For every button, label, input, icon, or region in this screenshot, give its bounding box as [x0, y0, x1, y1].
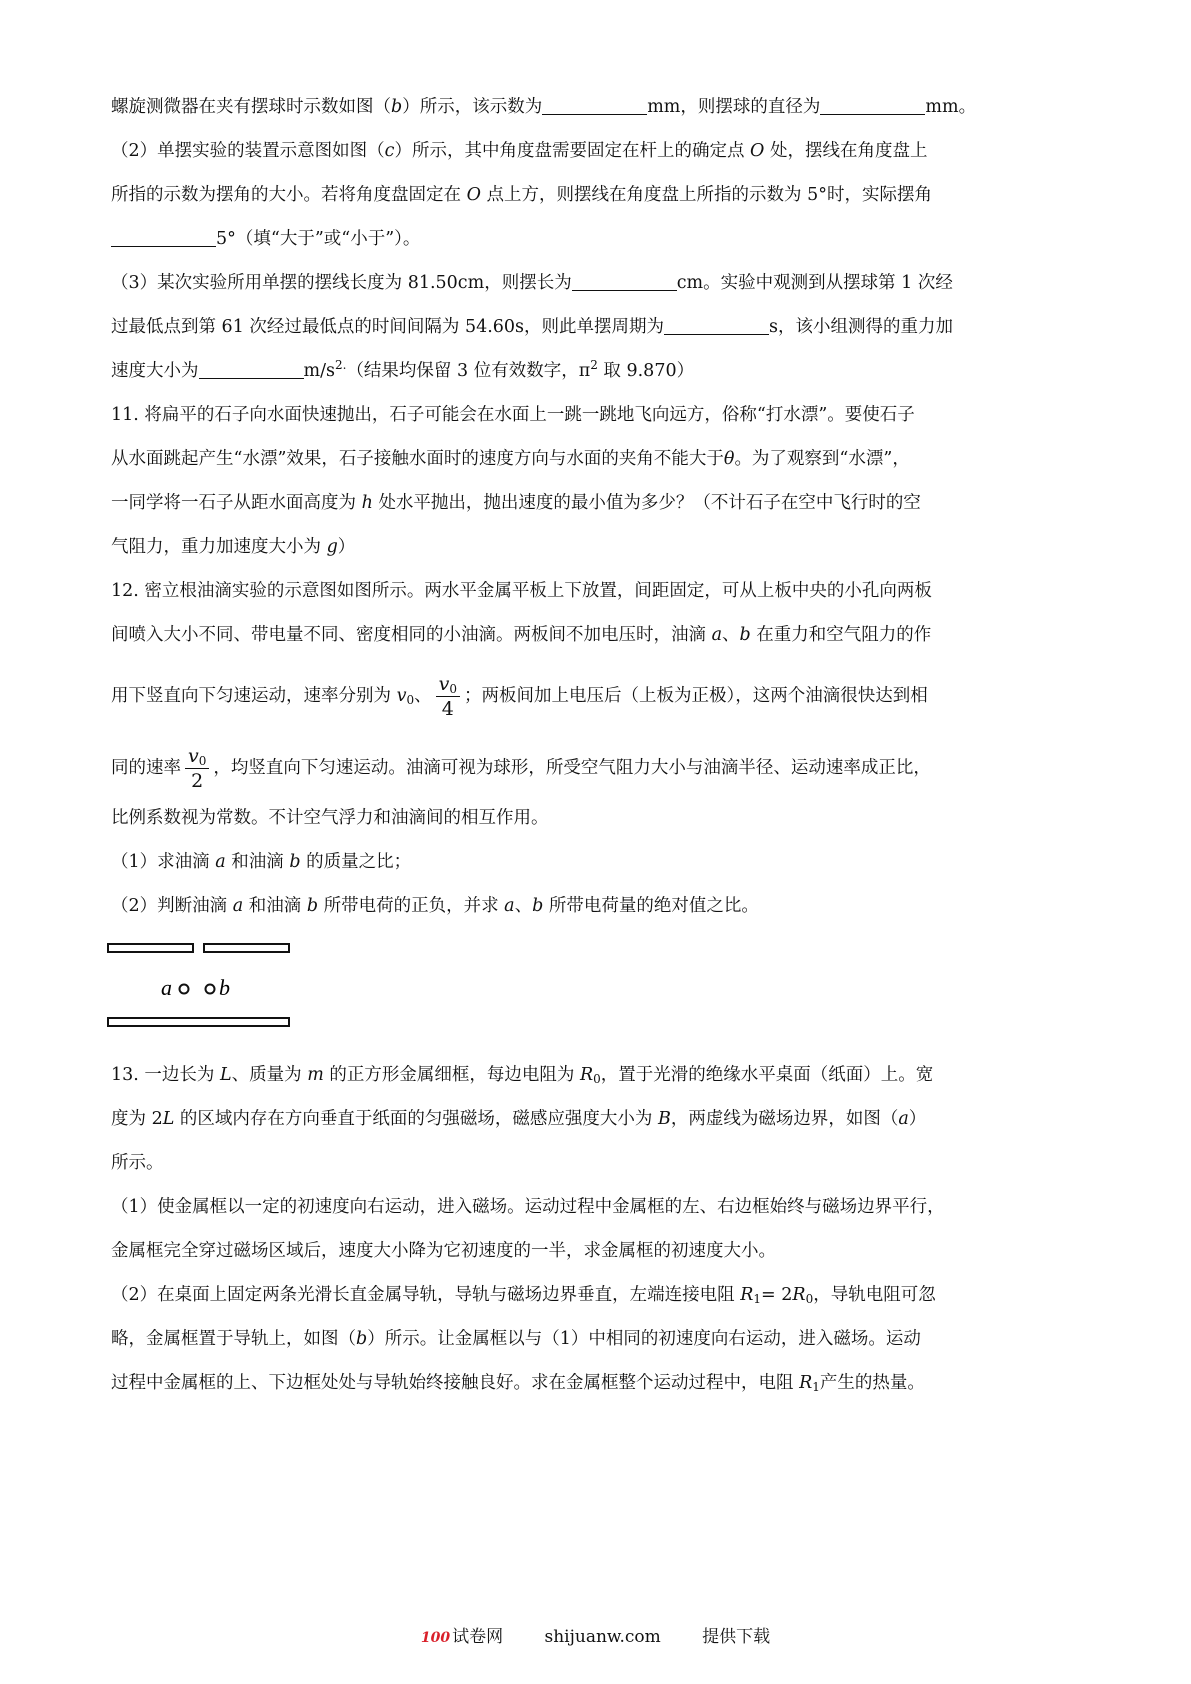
- question-13-line: 金属框完全穿过磁场区域后，速度大小降为它初速度的一半，求金属框的初速度大小。: [111, 1241, 776, 1261]
- upper-plate-left: [108, 944, 193, 952]
- answer-blank: [664, 316, 769, 335]
- upper-plate-right: [204, 944, 289, 952]
- question-12-line: 同的速率 $\frac{v_0}{2}$ ，均竖直向下匀速运动。油滴可视为球形，所受空气阻力大小与油滴半径、运动速率成正比，: [111, 745, 931, 792]
- question-11-line: 从水面跳起产生“水漂”效果，石子接触水面时的速度方向与水面的夹角不能大于θ。为了观察到“水漂”，: [111, 449, 910, 469]
- answer-blank: [572, 272, 677, 291]
- question-12-line: 用下竖直向下匀速运动，速率分别为 $v_0$、 $\frac{v_0}{4}$ ；两板间加上电压后（上板为正极），这两个油滴很快达到相: [111, 673, 928, 720]
- question-12-line: （2）判断油滴 a 和油滴 b 所带电荷的正负，并求 a、b 所带电荷量的绝对值之比。: [111, 896, 759, 916]
- site-logo: 100: [420, 1630, 451, 1646]
- question-12-line: 间喷入大小不同、带电量不同、密度相同的小油滴。两板间不加电压时，油滴 a、b 在重力和空气阻力的作: [111, 625, 932, 645]
- site-name: 试卷网: [452, 1627, 504, 1647]
- answer-blank: [199, 360, 304, 379]
- question-12-line: （1）求油滴 a 和油滴 b 的质量之比；: [111, 852, 412, 872]
- text-line: 所指的示数为摆角的大小。若将角度盘固定在 O 点上方，则摆线在角度盘上所指的示数为 5°时，实际摆角: [111, 185, 932, 205]
- question-12-line: 12. 密立根油滴实验的示意图如图所示。两水平金属平板上下放置，间距固定，可从上板中央的小孔向两板: [111, 581, 932, 601]
- fraction-v0-over-2: $\frac{v_0}{2}$: [185, 744, 209, 793]
- answer-blank: [111, 228, 216, 247]
- question-13-line: 所示。: [111, 1153, 164, 1173]
- question-11-line: 一同学将一石子从距水面高度为 h 处水平抛出，抛出速度的最小值为多少？（不计石子在空中飞行时的空: [111, 493, 921, 513]
- text-line: （2）单摆实验的装置示意图如图（c）所示，其中角度盘需要固定在杆上的确定点 O 处，摆线在角度盘上: [111, 141, 928, 161]
- question-13-line: 略，金属框置于导轨上，如图（b）所示。让金属框以与（1）中相同的初速度向右运动，进入磁场。运动: [111, 1329, 921, 1349]
- oil-drop-a: [180, 985, 189, 994]
- site-url[interactable]: shijuanw.com: [544, 1627, 661, 1647]
- text-line: （3）某次实验所用单摆的摆线长度为 81.50cm，则摆长为 cm。实验中观测到从摆球第 1 次经: [111, 273, 953, 293]
- oil-drop-b: [206, 985, 215, 994]
- question-13-line: （1）使金属框以一定的初速度向右运动，进入磁场。运动过程中金属框的左、右边框始终与磁场边界平行，: [111, 1197, 945, 1217]
- question-11-line: 气阻力，重力加速度大小为 g）: [111, 537, 356, 557]
- text-line: 过最低点到第 61 次经过最低点的时间间隔为 54.60s，则此单摆周期为 s，该小组测得的重力加: [111, 317, 954, 337]
- text-line: 螺旋测微器在夹有摆球时示数如图（b）所示，该示数为 mm，则摆球的直径为 mm。: [111, 97, 977, 117]
- answer-blank: [820, 96, 925, 115]
- text-line: 5°（填“大于”或“小于”）。: [111, 226, 1096, 252]
- oil-drop-figure: [100, 938, 320, 1038]
- lower-plate: [108, 1018, 289, 1026]
- question-13-line: 过程中金属框的上、下边框处处与导轨始终接触良好。求在金属框整个运动过程中，电阻 $R_1$产生的热量。: [111, 1373, 925, 1394]
- fraction-v0-over-4: $\frac{v_0}{4}$: [436, 672, 460, 721]
- drop-b-label: b: [219, 975, 230, 1000]
- download-note: 提供下载: [702, 1627, 771, 1647]
- question-11-line: 11. 将扁平的石子向水面快速抛出，石子可能会在水面上一跳一跳地飞向远方，俗称“打水漂”。要使石子: [111, 405, 915, 425]
- question-13-line: 13. 一边长为 L、质量为 m 的正方形金属细框，每边电阻为 $R_0$，置于光滑的绝缘水平桌面（纸面）上。宽: [111, 1065, 934, 1086]
- question-13-line: 度为 2L 的区域内存在方向垂直于纸面的匀强磁场，磁感应强度大小为 B，两虚线为磁场边界，如图（a）: [111, 1109, 927, 1129]
- page-footer: [0, 1622, 1191, 1647]
- drop-a-label: a: [161, 975, 172, 1000]
- question-12-line: 比例系数视为常数。不计空气浮力和油滴间的相互作用。: [111, 808, 549, 828]
- text-line: 速度大小为 $m/s^{2.}$（结果均保留 3 位有效数字，$\pi^2$ 取 9.870）: [111, 358, 695, 381]
- answer-blank: [542, 96, 647, 115]
- question-13-line: （2）在桌面上固定两条光滑长直金属导轨，导轨与磁场边界垂直，左端连接电阻 $R_1= 2R_0$，导轨电阻可忽: [111, 1285, 936, 1306]
